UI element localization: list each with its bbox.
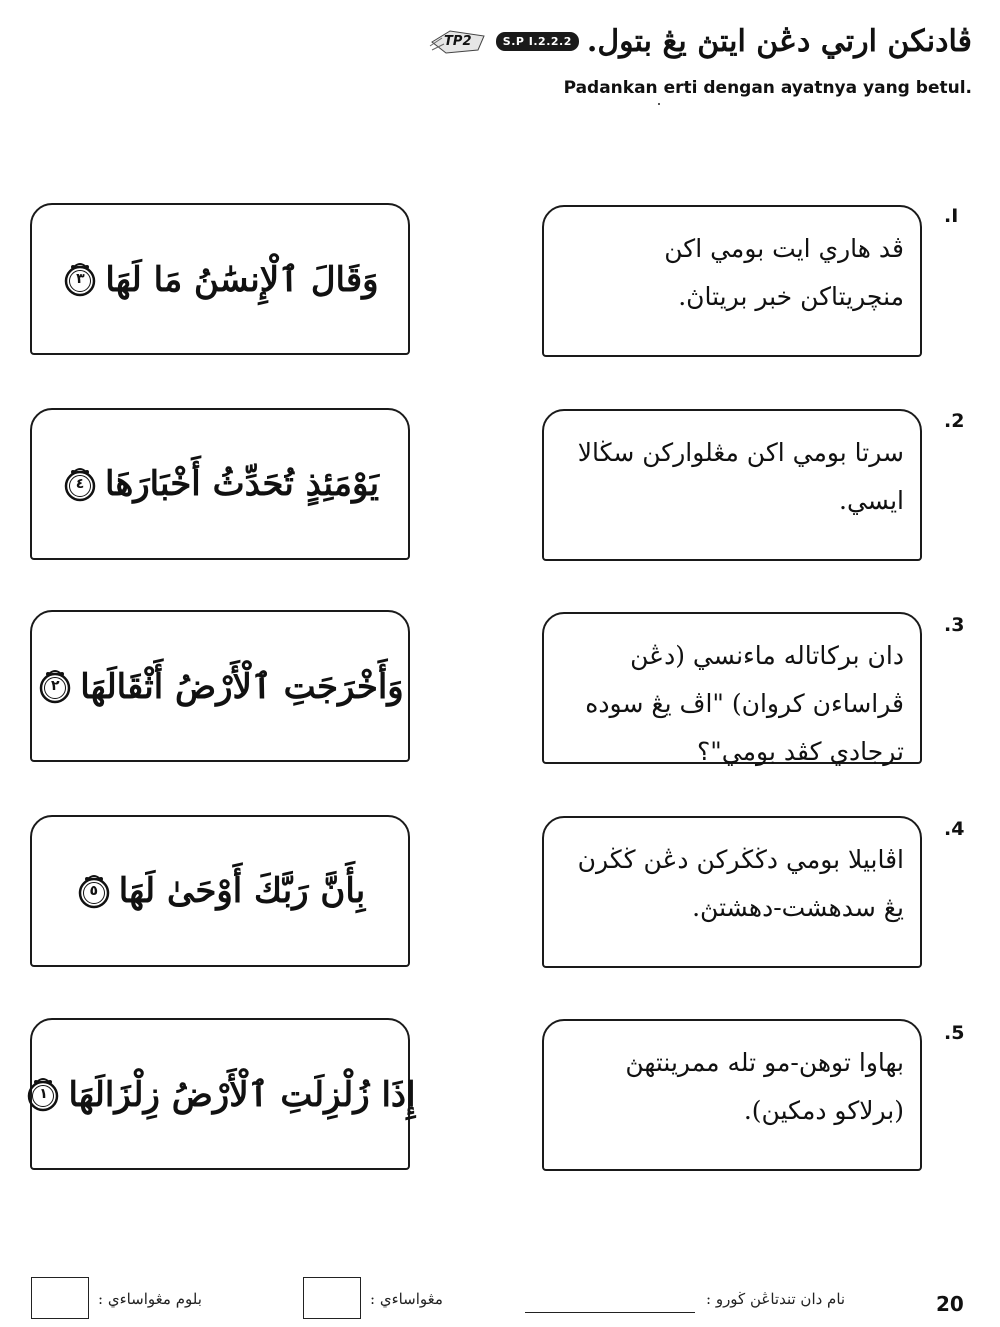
verse-number: ٥: [89, 883, 99, 899]
verse-text: بِأَنَّ رَبَّكَ أَوْحَىٰ لَهَا: [118, 871, 366, 911]
row-number-5: .5: [944, 1022, 965, 1044]
verse-number: ٢: [51, 678, 60, 694]
standard-code-badge: S.P I.2.2.2: [496, 32, 579, 51]
teacher-signature-line[interactable]: [525, 1312, 695, 1313]
verse-end-marker-icon: [61, 465, 99, 503]
verse-text: إِذَا زُلْزِلَتِ ٱلْأَرْضُ زِلْزَالَهَا: [68, 1074, 416, 1115]
meaning-text: اڤابيلا بومي دڬڬركن دڠن ڬڬرن يڠ سدهشت-دهشتڽ.: [577, 845, 904, 922]
mastered-checkbox[interactable]: [303, 1277, 361, 1319]
verse-text: وَأَخْرَجَتِ ٱلْأَرْضُ أَثْقَالَهَا: [80, 666, 404, 707]
meaning-text: ڤد هاري ايت بومي اكن منچريتاكن خبر بريتاڽ.: [664, 234, 904, 311]
verse-number: ٣: [76, 271, 85, 287]
scan-speck: [658, 103, 660, 105]
verse-text: وَقَالَ ٱلْإِنسَٰنُ مَا لَهَا: [105, 259, 379, 300]
verse-box-4[interactable]: [30, 815, 410, 967]
meaning-box-1[interactable]: [542, 205, 922, 357]
meaning-box-5[interactable]: [542, 1019, 922, 1171]
meaning-box-4[interactable]: [542, 816, 922, 968]
tp-level-label: TP2: [444, 33, 472, 49]
verse-end-marker-icon: [61, 260, 99, 298]
not-mastered-label: بلوم مڠواساءي :: [98, 1290, 202, 1308]
page-subtitle: Padankan erti dengan ayatnya yang betul.: [563, 78, 972, 98]
row-number-1: .I: [944, 205, 959, 227]
row-number-2: .2: [944, 410, 965, 432]
verse-box-5[interactable]: [30, 1018, 416, 1170]
verse-number: ٤: [75, 476, 85, 492]
meaning-box-2[interactable]: [542, 409, 922, 561]
not-mastered-checkbox[interactable]: [31, 1277, 89, 1319]
verse-end-marker-icon: [36, 667, 74, 705]
meaning-text: سرتا بومي اكن مڠلواركن سڬالا ايسي.: [577, 438, 904, 515]
row-number-3: .3: [944, 614, 965, 636]
meaning-text: بهاوا توهن-مو تله ممرينتهڽ (برلاكو دمكين).: [625, 1048, 904, 1125]
row-number-4: .4: [944, 818, 965, 840]
verse-box-2[interactable]: [30, 408, 410, 560]
tp-level-tag: [428, 26, 488, 56]
verse-text: يَوْمَئِذٍ تُحَدِّثُ أَخْبَارَهَا: [104, 464, 380, 504]
meaning-box-3[interactable]: [542, 612, 922, 764]
verse-end-marker-icon: [24, 1075, 62, 1113]
meaning-text: دان بركاتاله ماءنسي (دڠن ڤراساءن كروان) "اڤ يڠ سوده ترجادي كڤد بومي"؟: [585, 641, 904, 766]
page-number: 20: [936, 1292, 964, 1316]
verse-end-marker-icon: [75, 872, 113, 910]
worksheet-title-bar: [428, 16, 972, 66]
verse-number: ١: [39, 1086, 48, 1102]
verse-box-3[interactable]: [30, 610, 410, 762]
verse-box-1[interactable]: [30, 203, 410, 355]
page-title: ڤادنكن ارتي دڠن ايتڽ يڠ بتول.: [586, 23, 972, 59]
mastered-label: مڠواساءي :: [370, 1290, 443, 1308]
teacher-signature-label: نام دان تندتاڠن ڬورو :: [706, 1290, 846, 1308]
